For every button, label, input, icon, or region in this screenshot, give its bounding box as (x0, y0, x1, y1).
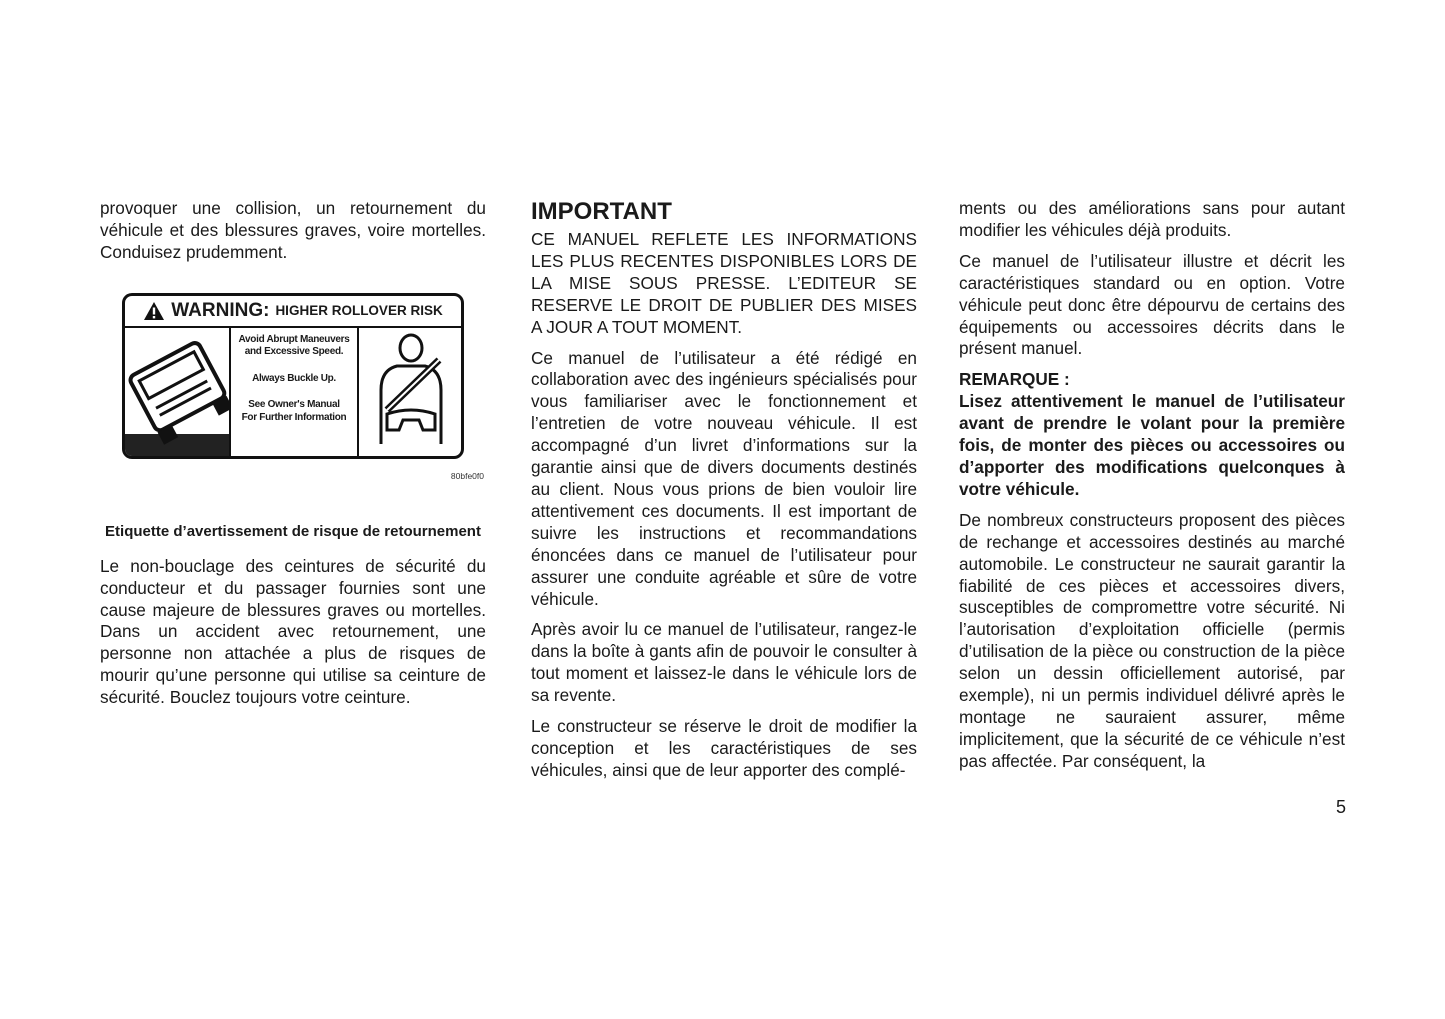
note-label: REMARQUE : (959, 369, 1070, 390)
warning-label (122, 293, 464, 459)
important-heading: IMPORTANT (531, 198, 672, 225)
seatbelt-person-icon (357, 326, 461, 456)
warning-label-header (125, 296, 461, 328)
col1-paragraph-1: provoquer une collision, un retournement du véhicule et des blessures graves, voire mortelles. Conduisez prudemment. (100, 198, 486, 262)
note-text: Lisez attentivement le manuel de l’utilisateur avant de prendre le volant pour la première fois, de monter des pièces ou accessoires ou d’apporter des modifications quelconques à votre véhicule. (959, 391, 1345, 499)
warning-line-3: Always Buckle Up. (252, 372, 336, 384)
col3-paragraph-1: ments ou des améliorations sans pour autant modifier les véhicules déjà produits. (959, 198, 1345, 240)
warning-label-text-panel (229, 326, 359, 456)
middle-column (531, 198, 917, 782)
important-notice: CE MANUEL REFLETE LES INFORMATIONS LES PLUS RECENTES DISPONIBLES LORS DE LA MISE SOUS PRESSE. L’EDITEUR SE RESERVE LE DROIT DE PUBLIER DES MISES A JOUR A TOUT MOMENT. (531, 229, 917, 337)
col1-paragraph-2: Le non-bouclage des ceintures de sécurité du conducteur et du passager fournies sont une cause majeure de blessures graves ou mortelles. Dans un accident avec retournement, une personne non attachée a plus de risques de mourir qu’une personne qui utilise sa ceinture de sécurité. Bouclez toujours votre ceinture. (100, 555, 486, 708)
col3-paragraph-2: Ce manuel de l’utilisateur illustre et décrit les caractéristiques standard ou en option. Votre véhicule peut donc être dépourvu de certains des équipements ou accessoires décrits dans le présent manuel. (959, 250, 1345, 359)
right-column (959, 198, 1345, 773)
rollover-vehicle-icon (125, 326, 229, 456)
rollover-warning-label-figure (100, 284, 486, 522)
warning-line-1: Avoid Abrupt Maneuvers (238, 333, 350, 345)
page-number: 5 (1335, 797, 1346, 817)
warning-line-5: For Further Information (241, 411, 347, 423)
figure-caption: Etiquette d’avertissement de risque de retournement (105, 522, 481, 540)
col2-paragraph-1: Ce manuel de l’utilisateur a été rédigé en collaboration avec des ingénieurs spécialisés pour vous familiariser avec le fonctionnement et l’entretien de votre nouveau véhicule. Il est accompagné d’un livret d’informations sur la garantie ainsi que de divers documents destinés au client. Nous vous prions de bien vouloir lire attentivement ces documents. Il est important de suivre les instructions et recommandations énoncées dans ce manuel de l’utilisateur pour assurer une conduite agréable et sûre de votre véhicule. (531, 347, 917, 609)
warning-line-2: and Excessive Speed. (244, 346, 344, 358)
warning-title: HIGHER ROLLOVER RISK (275, 302, 443, 318)
col2-paragraph-3: Le constructeur se réserve le droit de modifier la conception et les caractéristiques de ses véhicules, ainsi que de leur apporter des complé- (531, 716, 917, 780)
col2-paragraph-2: Après avoir lu ce manuel de l’utilisateur, rangez-le dans la boîte à gants afin de pouvoir le consulter à tout moment et laissez-le dans le véhicule lors de sa revente. (531, 619, 917, 706)
warning-triangle-icon (143, 301, 165, 321)
warning-word: WARNING: (171, 299, 270, 321)
left-column (100, 198, 486, 709)
figure-code: 80bfe0f0 (450, 470, 484, 481)
col3-paragraph-3: De nombreux constructeurs proposent des pièces de rechange et accessoires destinés au marché automobile. Le constructeur ne saurait garantir la fiabilité de ces pièces et accessoires divers, susceptibles de compromettre votre sécurité. Ni l’autorisation d’exploitation officielle (permis d’utilisation de la pièce ou construction de la pièce selon un dessin officiellement autorisé, par exemple), ni un permis individuel délivré après le montage ne sauraient assurer, même implicitement, que la sécurité de ce véhicule n’est pas affectée. Par conséquent, la (959, 509, 1345, 771)
warning-line-4: See Owner's Manual (248, 399, 340, 411)
